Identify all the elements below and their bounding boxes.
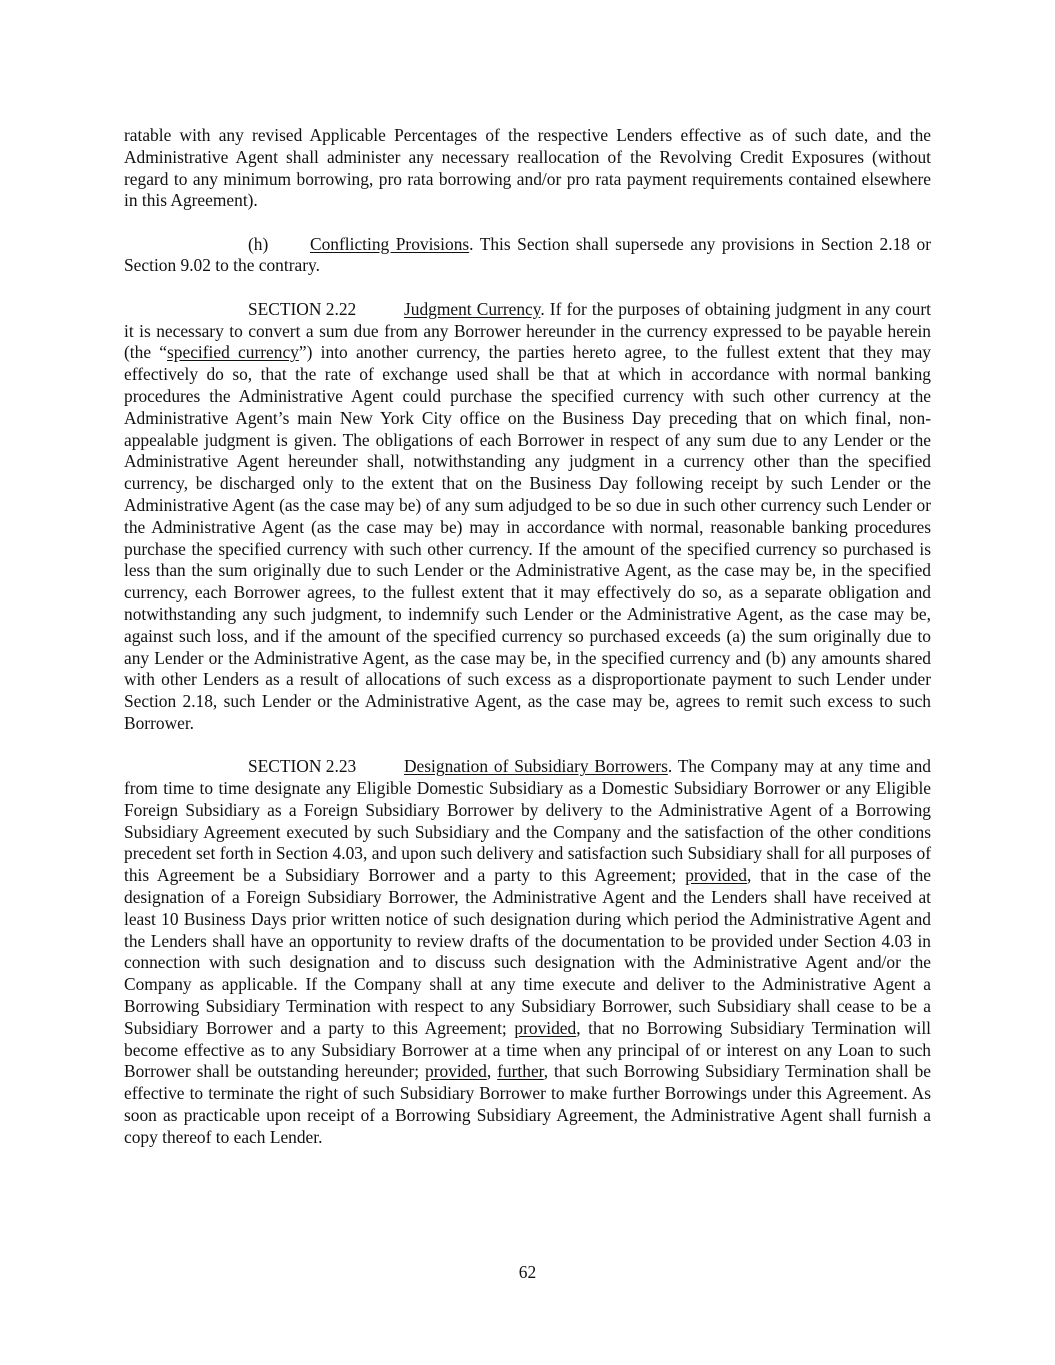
- proviso-term: provided: [425, 1061, 487, 1082]
- paragraph-text: , that in the case of the designation of a Foreign Subsidiary Borrower, the Administrative Agent and the Lenders shall have received at least 10 Business Days prior written notice of such designation during which period the Administrative Agent and the Lenders shall have an opportunity to review drafts of the documentation to be provided under Section 4.03 in connection with such designation and to discuss such designation with the Administrative Agent and/or the Company as applicable. If the Company shall at any time execute and deliver to the Administrative Agent a Borrowing Subsidiary Termination with respect to any Subsidiary Borrower, such Subsidiary shall cease to be a Subsidiary Borrower and a party to this Agreement;: [124, 865, 931, 1038]
- paragraph-text: , that no Borrowing Subsidiary Termination will become effective as to any Subsidiary Borrower at a time when any principal of or interest on any Loan to such Borrower shall be outstanding hereunder;: [124, 1017, 931, 1082]
- section-2-23: [124, 756, 931, 1148]
- section-heading: Judgment Currency: [404, 298, 541, 319]
- paragraph-continuation: [124, 125, 931, 212]
- section-heading: Designation of Subsidiary Borrowers: [404, 756, 668, 777]
- defined-term: specified currency: [167, 342, 299, 363]
- proviso-term: provided: [514, 1017, 577, 1038]
- paragraph-h: [124, 234, 931, 278]
- subsection-heading: Conflicting Provisions: [310, 233, 470, 254]
- paragraph-text: ”) into another currency, the parties hereto agree, to the fullest extent that they may effectively do so, that the rate of exchange used shall be that at which in accordance with normal banking procedures the Administrative Agent could purchase the specified currency with such other currency at the Administrative Agent’s main New York City office on the Business Day preceding that on which final, non-appealable judgment is given. The obligations of each Borrower in respect of any sum due to any Lender or the Administrative Agent hereunder shall, notwithstanding any judgment in a currency other than the specified currency, be discharged only to the extent that on the Business Day following receipt by such Lender or the Administrative Agent (as the case may be) of any sum adjudged to be so due in such other currency such Lender or the Administrative Agent (as the case may be) may in accordance with normal, reasonable banking procedures purchase the specified currency with such other currency. If the amount of the specified currency so purchased is less than the sum originally due to such Lender or the Administrative Agent, as the case may be, in the specified currency, each Borrower agrees, to the fullest extent that it may effectively do so, as a separate obligation and notwithstanding any such judgment, to indemnify such Lender or the Administrative Agent, as the case may be, against such loss, and if the amount of the specified currency so purchased exceeds (a) the sum originally due to any Lender or the Administrative Agent, as the case may be, in the specified currency and (b) any amounts shared with other Lenders as a result of allocations of such excess as a disproportionate payment to such Lender under Section 2.18, such Lender or the Administrative Agent, as the case may be, agrees to remit such excess to such Borrower.: [124, 342, 931, 733]
- section-number: SECTION 2.22: [248, 298, 357, 319]
- page-number: 62: [518, 1262, 537, 1282]
- proviso-term: further: [497, 1061, 544, 1082]
- section-2-22: [124, 299, 931, 735]
- section-number: SECTION 2.23: [248, 756, 357, 777]
- proviso-term: provided: [685, 865, 748, 886]
- paragraph-text: ratable with any revised Applicable Percentages of the respective Lenders effective as of such date, and the Administrative Agent shall administer any necessary reallocation of the Revolving Credit Exposures (without regard to any minimum borrowing, pro rata borrowing and/or pro rata payment requirements contained elsewhere in this Agreement).: [124, 125, 931, 211]
- document-body: [124, 125, 931, 1170]
- paragraph-text: , that such Borrowing Subsidiary Termination shall be effective to terminate the right of such Subsidiary Borrower to make further Borrowings under this Agreement. As soon as practicable upon receipt of a Borrowing Subsidiary Agreement, the Administrative Agent shall furnish a copy thereof to each Lender.: [124, 1061, 931, 1147]
- paragraph-text: . This Section shall supersede any provisions in Section 2.18 or Section 9.02 to the contrary.: [124, 233, 931, 276]
- subsection-label: (h): [248, 233, 269, 254]
- paragraph-text: ,: [486, 1061, 498, 1082]
- paragraph-text: . If for the purposes of obtaining judgment in any court it is necessary to convert a sum due from any Borrower hereunder in the currency expressed to be payable herein (the “: [124, 298, 931, 363]
- paragraph-text: . The Company may at any time and from time to time designate any Eligible Domestic Subsidiary as a Domestic Subsidiary Borrower or any Eligible Foreign Subsidiary as a Foreign Subsidiary Borrower by delivery to the Administrative Agent of a Borrowing Subsidiary Agreement executed by such Subsidiary and the Company and the satisfaction of the other conditions precedent set forth in Section 4.03, and upon such delivery and satisfaction such Subsidiary shall for all purposes of this Agreement be a Subsidiary Borrower and a party to this Agreement;: [124, 756, 932, 886]
